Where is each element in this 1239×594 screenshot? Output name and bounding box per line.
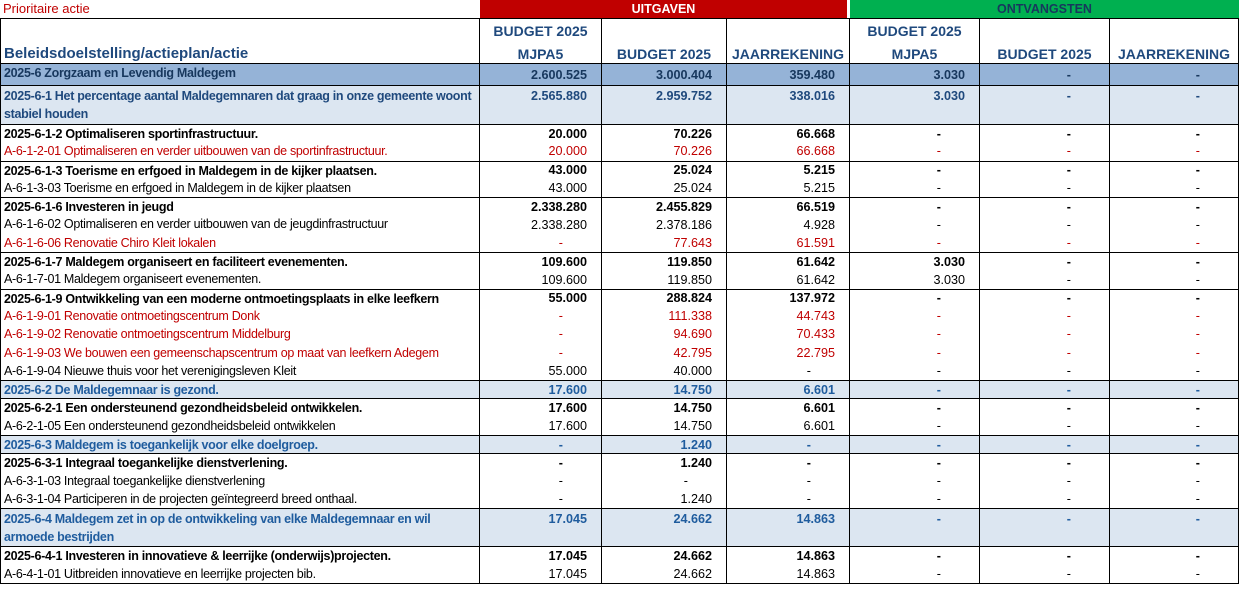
table-body <box>1 63 1238 583</box>
value-cell: - <box>980 253 1110 270</box>
value-cell: 17.600 <box>480 381 602 398</box>
value-cell: 25.024 <box>602 162 727 179</box>
value-cell: - <box>980 436 1110 453</box>
value-cell: 22.795 <box>727 344 850 362</box>
value-cell: 20.000 <box>480 142 602 160</box>
value-cell: 6.601 <box>727 399 850 416</box>
value-cell: - <box>1195 254 1200 269</box>
value-cell: - <box>850 234 980 252</box>
value-cell: 119.850 <box>602 253 727 270</box>
value-cell: - <box>980 417 1110 435</box>
value-cell: 5.215 <box>727 162 850 179</box>
value-cell: 14.750 <box>602 417 727 435</box>
row-label: 2025-6-3 Maldegem is toegankelijk voor elke doelgroep. <box>1 436 480 453</box>
row-label: A-6-1-9-04 Nieuwe thuis voor het verenigingsleven Kleit <box>1 362 480 380</box>
value-cell: - <box>727 362 850 380</box>
value-cell: - <box>980 142 1110 160</box>
row-label: A-6-1-6-06 Renovatie Chiro Kleit lokalen <box>1 234 480 252</box>
value-cell: - <box>850 565 980 583</box>
value-cell: - <box>850 198 980 215</box>
value-cell: 44.743 <box>727 307 850 325</box>
table-row <box>1 508 1238 546</box>
value-cell: 20.000 <box>480 125 602 142</box>
value-cell: - <box>1195 199 1200 214</box>
value-cell: - <box>1195 327 1200 342</box>
value-cell: - <box>850 125 980 142</box>
value-cell: 109.600 <box>480 253 602 270</box>
value-cell: 1.240 <box>602 436 727 453</box>
value-cell: - <box>980 565 1110 583</box>
row-label: A-6-3-1-04 Participeren in de projecten geïntegreerd breed onthaal. <box>1 490 480 508</box>
value-cell: - <box>980 290 1110 307</box>
table-row <box>1 124 1238 142</box>
column-header-budget-2025-ontvangsten <box>980 19 1110 63</box>
value-cell: 61.642 <box>727 253 850 270</box>
table-row <box>1 398 1238 416</box>
value-cell: 17.045 <box>480 509 602 546</box>
value-cell: 14.863 <box>727 547 850 564</box>
value-cell: - <box>980 198 1110 215</box>
row-label: A-6-1-3-03 Toerisme en erfgoed in Maldegem in de kijker plaatsen <box>1 179 480 197</box>
value-cell: - <box>1195 309 1200 324</box>
value-cell: 14.750 <box>602 399 727 416</box>
value-cell: 359.480 <box>727 64 850 85</box>
value-cell: 3.000.404 <box>602 64 727 85</box>
row-label: 2025-6-1-3 Toerisme en erfgoed in Maldegem in de kijker plaatsen. <box>1 162 480 179</box>
value-cell: 1.240 <box>602 454 727 471</box>
value-cell: - <box>1195 217 1200 232</box>
value-cell: 66.668 <box>727 142 850 160</box>
value-cell: - <box>727 454 850 471</box>
column-header-jaarrekening-uitgaven <box>727 19 850 63</box>
value-cell: 109.600 <box>480 270 602 288</box>
value-cell: 137.972 <box>727 290 850 307</box>
value-cell: - <box>980 547 1110 564</box>
row-label: 2025-6-1-7 Maldegem organiseert en faciliteert evenementen. <box>1 253 480 270</box>
value-cell: 17.045 <box>480 565 602 583</box>
group-header-ontvangsten: ONTVANGSTEN <box>850 0 1239 18</box>
budget-table <box>0 18 1239 584</box>
value-cell: - <box>850 547 980 564</box>
table-row <box>1 179 1238 197</box>
table-row <box>1 325 1238 343</box>
value-cell: 1.240 <box>602 490 727 508</box>
value-cell: 6.601 <box>727 381 850 398</box>
table-row <box>1 234 1238 252</box>
value-cell: - <box>850 509 980 546</box>
value-cell: 2.338.280 <box>480 215 602 233</box>
row-label: 2025-6-2 De Maldegemnaar is gezond. <box>1 381 480 398</box>
row-label: 2025-6-4 Maldegem zet in op de ontwikkeling van elke Maldegemnaar en wil armoede bestrijden <box>1 509 480 546</box>
value-cell: - <box>1195 181 1200 196</box>
value-cell: 55.000 <box>480 290 602 307</box>
value-cell: - <box>850 436 980 453</box>
value-cell: - <box>1195 144 1200 159</box>
value-cell: 2.600.525 <box>480 64 602 85</box>
column-header-jaarrekening-ontvangsten <box>1110 19 1238 63</box>
value-cell: - <box>727 436 850 453</box>
table-row <box>1 142 1238 160</box>
value-cell: - <box>850 307 980 325</box>
value-cell: 94.690 <box>602 325 727 343</box>
table-row <box>1 197 1238 215</box>
value-cell: - <box>850 399 980 416</box>
column-header-line: BUDGET 2025 <box>616 46 712 62</box>
value-cell: - <box>1195 437 1200 452</box>
value-cell: - <box>480 454 602 471</box>
value-cell: - <box>980 162 1110 179</box>
value-cell: - <box>980 399 1110 416</box>
table-row <box>1 289 1238 307</box>
value-cell: 55.000 <box>480 362 602 380</box>
row-label: A-6-2-1-05 Een ondersteunend gezondheidsbeleid ontwikkelen <box>1 417 480 435</box>
table-row <box>1 380 1238 398</box>
value-cell: - <box>980 179 1110 197</box>
table-row <box>1 215 1238 233</box>
row-label: A-6-4-1-01 Uitbreiden innovatieve en leerrijke projecten bib. <box>1 565 480 583</box>
value-cell: - <box>1195 89 1200 103</box>
table-row <box>1 417 1238 435</box>
value-cell: 14.863 <box>727 565 850 583</box>
column-header-budget-2025-mjpa5-uitgaven <box>480 19 602 63</box>
value-cell: 338.016 <box>727 86 850 124</box>
column-header-line: MJPA5 <box>891 46 938 62</box>
value-cell: 2.378.186 <box>602 215 727 233</box>
value-cell: 288.824 <box>602 290 727 307</box>
value-cell: 6.601 <box>727 417 850 435</box>
value-cell: - <box>1195 67 1200 82</box>
row-label: A-6-1-2-01 Optimaliseren en verder uitbouwen van de sportinfrastructuur. <box>1 142 480 160</box>
table-row <box>1 307 1238 325</box>
value-cell: - <box>980 509 1110 546</box>
value-cell: - <box>480 307 602 325</box>
value-cell: 25.024 <box>602 179 727 197</box>
value-cell: - <box>980 490 1110 508</box>
value-cell: 42.795 <box>602 344 727 362</box>
value-cell: - <box>850 142 980 160</box>
table-row <box>1 472 1238 490</box>
row-label: 2025-6 Zorgzaam en Levendig Maldegem <box>1 64 480 85</box>
value-cell: 17.600 <box>480 417 602 435</box>
value-cell: - <box>850 472 980 490</box>
table-row <box>1 490 1238 508</box>
value-cell: 24.662 <box>602 547 727 564</box>
value-cell: 2.565.880 <box>480 86 602 124</box>
value-cell: - <box>1195 126 1200 141</box>
value-cell: - <box>1195 473 1200 488</box>
value-cell: 66.519 <box>727 198 850 215</box>
row-label: 2025-6-1-2 Optimaliseren sportinfrastructuur. <box>1 125 480 142</box>
value-cell: 3.030 <box>850 270 980 288</box>
value-cell: 77.643 <box>602 234 727 252</box>
row-label: A-6-1-7-01 Maldegem organiseert evenementen. <box>1 270 480 288</box>
value-cell: 4.928 <box>727 215 850 233</box>
row-label: 2025-6-3-1 Integraal toegankelijke dienstverlening. <box>1 454 480 471</box>
table-row <box>1 252 1238 270</box>
value-cell: - <box>727 490 850 508</box>
column-header-beleidsdoelstelling: Beleidsdoelstelling/actieplan/actie <box>1 19 480 63</box>
value-cell: - <box>1195 364 1200 378</box>
value-cell: 40.000 <box>602 362 727 380</box>
value-cell: 17.600 <box>480 399 602 416</box>
column-header-line: BUDGET 2025 <box>997 46 1092 62</box>
row-label: 2025-6-1-6 Investeren in jeugd <box>1 198 480 215</box>
value-cell: - <box>850 381 980 398</box>
value-cell: 3.030 <box>850 253 980 270</box>
value-cell: 61.642 <box>727 270 850 288</box>
table-row <box>1 270 1238 288</box>
row-label: A-6-1-9-01 Renovatie ontmoetingscentrum Donk <box>1 307 480 325</box>
value-cell: 24.662 <box>602 509 727 546</box>
column-header-budget-2025-uitgaven <box>602 19 727 63</box>
value-cell: 119.850 <box>602 270 727 288</box>
value-cell: - <box>480 472 602 490</box>
value-cell: 3.030 <box>850 86 980 124</box>
value-cell: - <box>602 472 727 490</box>
value-cell: - <box>1195 382 1200 397</box>
value-cell: 70.226 <box>602 142 727 160</box>
value-cell: - <box>850 325 980 343</box>
value-cell: - <box>1195 418 1200 433</box>
table-row <box>1 546 1238 564</box>
value-cell: - <box>980 64 1110 85</box>
value-cell: 24.662 <box>602 565 727 583</box>
value-cell: - <box>727 472 850 490</box>
column-header-line: JAARREKENING <box>1117 46 1230 62</box>
column-header-line: JAARREKENING <box>731 46 844 62</box>
row-label: 2025-6-2-1 Een ondersteunend gezondheidsbeleid ontwikkelen. <box>1 399 480 416</box>
table-row <box>1 344 1238 362</box>
value-cell: - <box>480 234 602 252</box>
row-label: A-6-1-6-02 Optimaliseren en verder uitbouwen van de jeugdinfrastructuur <box>1 215 480 233</box>
value-cell: - <box>980 325 1110 343</box>
table-row <box>1 63 1238 85</box>
table-row <box>1 362 1238 380</box>
table-row <box>1 161 1238 179</box>
value-cell: - <box>1195 455 1200 470</box>
value-cell: - <box>1195 345 1200 360</box>
value-cell: - <box>980 344 1110 362</box>
row-label: A-6-3-1-03 Integraal toegankelijke dienstverlening <box>1 472 480 490</box>
row-label: A-6-1-9-02 Renovatie ontmoetingscentrum Middelburg <box>1 325 480 343</box>
value-cell: - <box>980 472 1110 490</box>
value-cell: - <box>1195 566 1200 581</box>
value-cell: - <box>480 344 602 362</box>
value-cell: - <box>480 436 602 453</box>
row-label: 2025-6-4-1 Investeren in innovatieve & leerrijke (onderwijs)projecten. <box>1 547 480 564</box>
table-row <box>1 453 1238 471</box>
value-cell: 43.000 <box>480 162 602 179</box>
value-cell: - <box>850 344 980 362</box>
value-cell: - <box>980 234 1110 252</box>
value-cell: - <box>850 362 980 380</box>
value-cell: - <box>980 307 1110 325</box>
value-cell: - <box>980 270 1110 288</box>
value-cell: - <box>1195 401 1200 416</box>
row-label: A-6-1-9-03 We bouwen een gemeenschapscentrum op maat van leefkern Adegem <box>1 344 480 362</box>
value-cell: 2.959.752 <box>602 86 727 124</box>
value-cell: - <box>850 490 980 508</box>
column-header-line: MJPA5 <box>517 46 564 62</box>
value-cell: - <box>980 215 1110 233</box>
row-label: 2025-6-1 Het percentage aantal Maldegemnaren dat graag in onze gemeente woont stabiel houden <box>1 86 480 124</box>
value-cell: - <box>980 362 1110 380</box>
value-cell: - <box>980 454 1110 471</box>
table-row <box>1 85 1238 124</box>
row-label: 2025-6-1-9 Ontwikkeling van een moderne ontmoetingsplaats in elke leefkern <box>1 290 480 307</box>
value-cell: 14.750 <box>602 381 727 398</box>
value-cell: - <box>1195 163 1200 178</box>
value-cell: - <box>850 417 980 435</box>
value-cell: - <box>850 179 980 197</box>
value-cell: 70.226 <box>602 125 727 142</box>
value-cell: - <box>1195 512 1200 527</box>
value-cell: - <box>850 215 980 233</box>
value-cell: - <box>1195 492 1200 507</box>
table-row <box>1 565 1238 583</box>
column-header-line: BUDGET 2025 <box>493 23 588 39</box>
value-cell: - <box>850 454 980 471</box>
value-cell: - <box>1195 272 1200 287</box>
value-cell: - <box>980 125 1110 142</box>
value-cell: 111.338 <box>602 307 727 325</box>
value-cell: - <box>1195 235 1200 250</box>
value-cell: 61.591 <box>727 234 850 252</box>
value-cell: - <box>850 162 980 179</box>
value-cell: 43.000 <box>480 179 602 197</box>
group-header-uitgaven: UITGAVEN <box>480 0 850 18</box>
value-cell: - <box>480 490 602 508</box>
value-cell: 17.045 <box>480 547 602 564</box>
value-cell: - <box>980 86 1110 124</box>
top-strip <box>0 0 1239 18</box>
value-cell: - <box>1195 291 1200 306</box>
value-cell: - <box>1195 548 1200 563</box>
value-cell: 14.863 <box>727 509 850 546</box>
column-header-row <box>1 19 1238 63</box>
value-cell: 66.668 <box>727 125 850 142</box>
value-cell: 3.030 <box>850 64 980 85</box>
table-row <box>1 435 1238 453</box>
column-header-budget-2025-mjpa5-ontvangsten <box>850 19 980 63</box>
priority-action-legend: Prioritaire actie <box>3 1 90 16</box>
value-cell: 2.338.280 <box>480 198 602 215</box>
value-cell: 2.455.829 <box>602 198 727 215</box>
column-header-line: BUDGET 2025 <box>867 23 962 39</box>
value-cell: - <box>850 290 980 307</box>
value-cell: - <box>480 325 602 343</box>
value-cell: 70.433 <box>727 325 850 343</box>
value-cell: - <box>980 381 1110 398</box>
value-cell: 5.215 <box>727 179 850 197</box>
